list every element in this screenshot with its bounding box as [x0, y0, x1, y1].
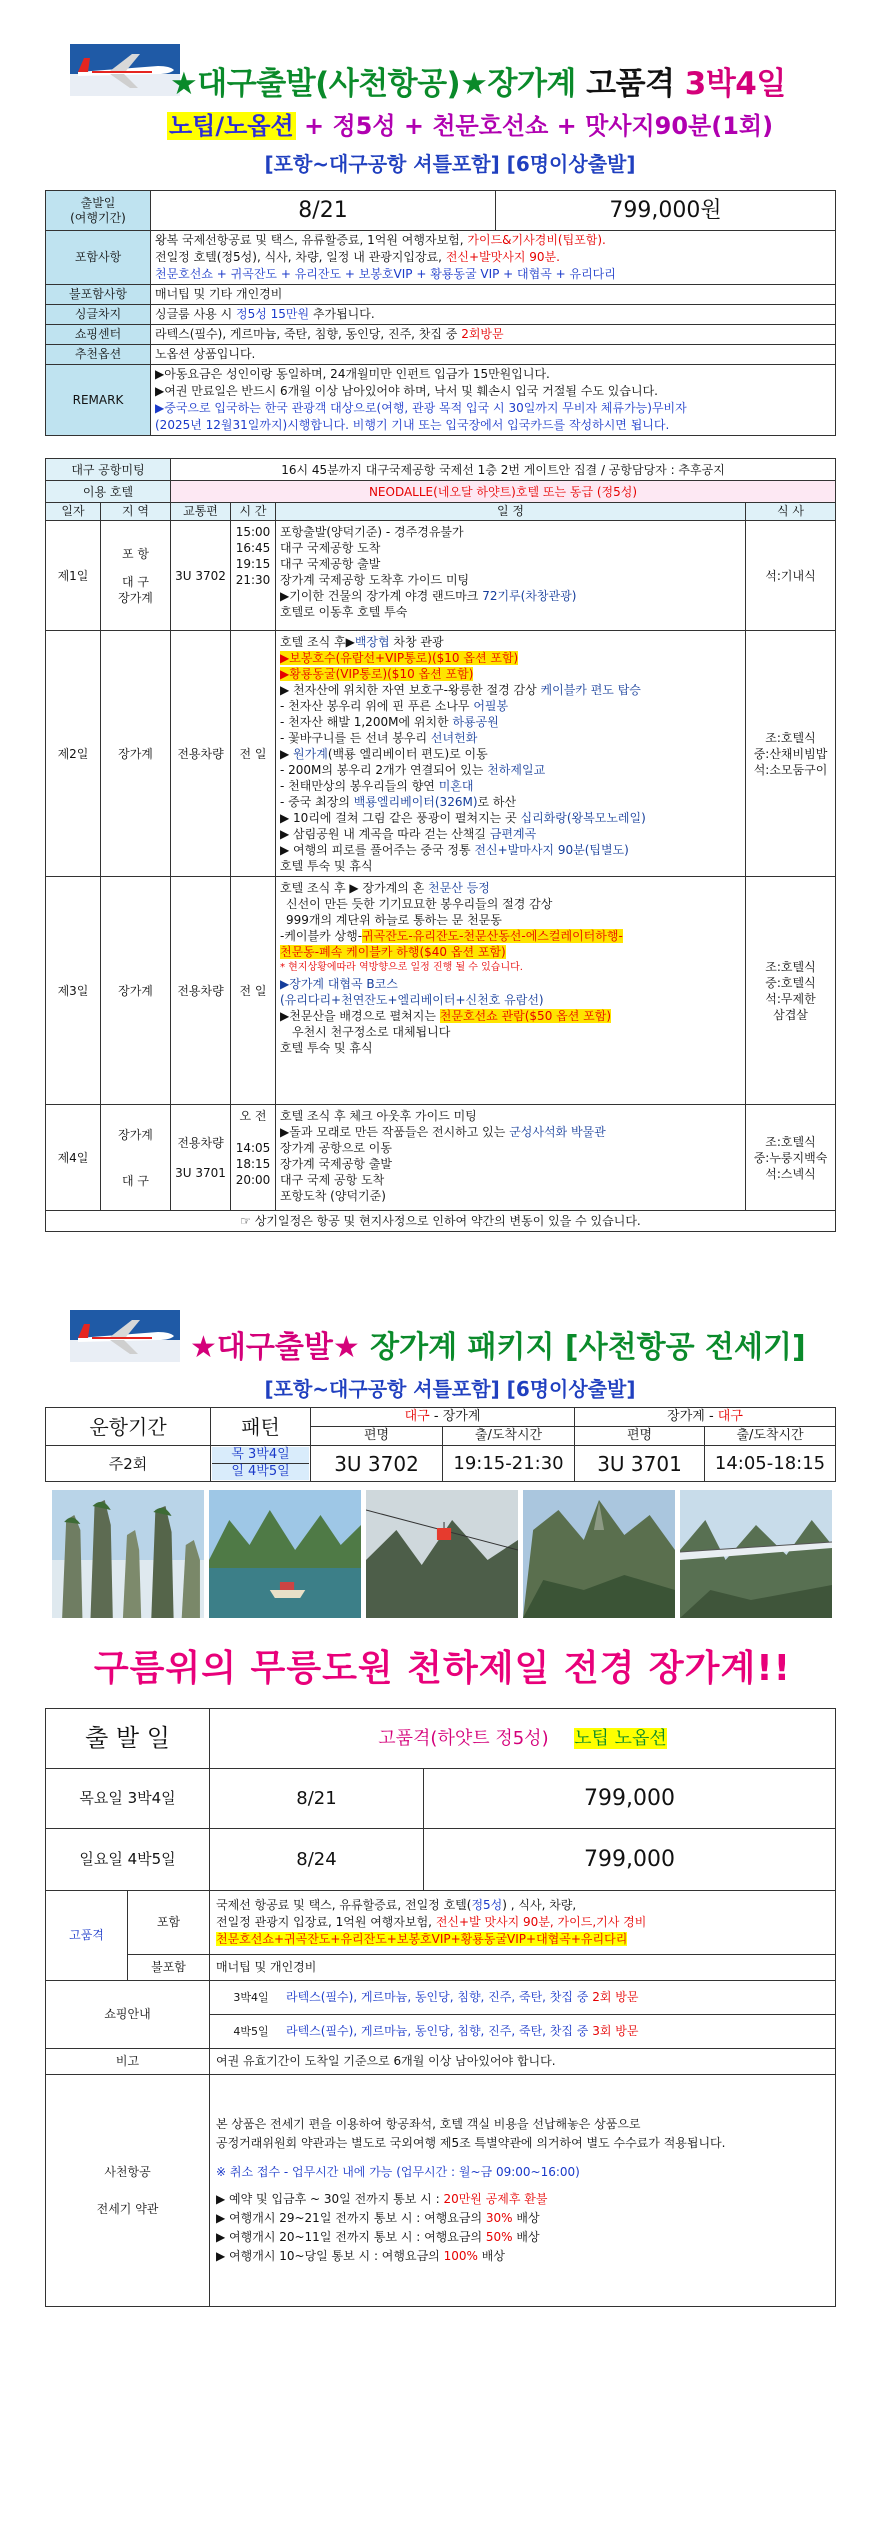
time: 21:30 — [235, 573, 271, 587]
package-title — [190, 1322, 806, 1366]
scenery-photo-strip — [52, 1490, 832, 1618]
main-subtitle — [120, 106, 820, 141]
included-line: 왕복 국제선항공료 및 택스, 유류할증료, 1억원 여행자보험, — [155, 233, 468, 247]
terms-penalty: 50% — [485, 2230, 513, 2244]
schedule-line: - 중국 최장의 — [280, 795, 354, 809]
itinerary-footnote: ☞ 상기일정은 항공 및 현지사정으로 인하여 약간의 변동이 있을 수 있습니다. — [46, 1211, 836, 1232]
schedule-line: ▶ 삼림공원 내 계곡을 따라 걷는 산책길 — [280, 827, 490, 841]
included-attractions: 천문호선쇼+귀곡잔도+유리잔도+보봉호VIP+황룡동굴VIP+대협곡+유리다리 — [216, 1932, 628, 1946]
header-day: 일자 — [46, 503, 101, 521]
single-text: 싱글룸 사용 시 — [155, 307, 236, 321]
terms-label-line: 사천항공 — [104, 2164, 151, 2179]
day2-transport: 전용차량 — [171, 631, 231, 877]
scenery-photo — [209, 1490, 361, 1618]
meal: 중:호텔식 — [765, 975, 816, 990]
shopping-4n5d — [210, 2015, 836, 2049]
lake-boat-icon — [209, 1490, 361, 1618]
day1-label: 제1일 — [46, 521, 101, 631]
shopping-list: 라텍스(필수), 게르마늄, 동인당, 침향, 진주, 죽탄, 찻집 중 — [286, 2024, 593, 2038]
premium-included-row — [46, 1891, 836, 1955]
schedule-line: ▶ 여행의 피로를 풀어주는 중국 정통 — [280, 843, 475, 857]
excluded-label: 불포함사항 — [46, 285, 151, 305]
hotel-info: NEODALLE(네오달 하얏트)호텔 또는 동급 (정5성) — [171, 481, 836, 503]
schedule-highlight: 어필봉 — [473, 699, 509, 713]
schedule-option: ▶보봉호수(유람선+VIP통로)($10 옵션 포함) — [280, 651, 519, 665]
schedule-highlight: 미혼대 — [438, 779, 474, 793]
mountain-pillars-icon — [52, 1490, 204, 1618]
scenery-photo — [680, 1490, 832, 1618]
shopping-visits: 2회방문 — [461, 327, 504, 341]
meal: 조:호텔식 — [765, 730, 816, 745]
day3-schedule — [276, 877, 746, 1105]
title-duration: 3박4일 — [684, 66, 786, 102]
cliff-mountain-icon — [523, 1490, 675, 1618]
cable-car-icon — [366, 1490, 518, 1618]
terms-line: ▶ 예약 및 입금후 ~ 30일 전까지 통보 시 : — [216, 2192, 444, 2206]
day4-row — [46, 1105, 836, 1211]
day1-row — [46, 521, 836, 631]
terms-penalty: 100% — [443, 2249, 478, 2263]
day4-times — [231, 1105, 276, 1211]
schedule-line: 신선이 만든 듯한 기기묘묘한 봉우리들의 절경 감상 — [286, 897, 553, 911]
price-row-4n5d — [46, 1829, 836, 1891]
excluded-content: 매너팁 및 개인경비 — [210, 1955, 836, 1981]
shopping-pattern-label: 4박5일 — [233, 2025, 269, 2038]
price: 799,000원 — [496, 191, 836, 231]
airline-plane-logo — [70, 1310, 180, 1362]
schedule-line: 장가계 공항으로 이동 — [280, 1141, 392, 1155]
included-content — [210, 1891, 836, 1955]
airplane-icon — [70, 44, 180, 96]
schedule-highlight: 72기루(차창관광) — [482, 589, 577, 603]
included-label: 포함사항 — [46, 231, 151, 285]
excluded-content: 매너팁 및 기타 개인경비 — [151, 285, 836, 305]
excluded-row — [46, 285, 836, 305]
terms-line: 본 상품은 전세기 편을 이용하여 항공좌석, 호텔 객실 비용을 선납해놓은 상품으로 — [216, 2117, 641, 2131]
day3-time: 전 일 — [231, 877, 276, 1105]
schedule-highlight: 원가계 — [293, 747, 328, 761]
day3-label: 제3일 — [46, 877, 101, 1105]
itinerary-header-row — [46, 503, 836, 521]
schedule-line: - 천태만상의 봉우리들의 향연 — [280, 779, 439, 793]
package-price-table — [45, 1708, 836, 2307]
route-destination: - 장가계 — [429, 1409, 481, 1424]
included-row — [46, 231, 836, 285]
departure-date: 8/21 — [151, 191, 496, 231]
day1-area — [101, 521, 171, 631]
slogan: 구름위의 무릉도원 천하제일 전경 장가계!! — [93, 1648, 792, 1689]
day3-meal — [746, 877, 836, 1105]
schedule-line: 로 하산 — [477, 795, 517, 809]
day4-meal — [746, 1105, 836, 1211]
day2-label: 제2일 — [46, 631, 101, 877]
note-label: 비고 — [46, 2049, 210, 2075]
product-info-table — [45, 190, 836, 436]
title-destination: 장가계 — [487, 66, 587, 102]
day4-schedule — [276, 1105, 746, 1211]
schedule-option: ▶황룡동굴(VIP통로)($10 옵션 포함) — [280, 667, 474, 681]
return-flight: 3U 3701 — [575, 1446, 705, 1482]
terms-line: ▶ 여행개시 10~당일 통보 시 : 여행요금의 — [216, 2249, 444, 2263]
schedule-line: ▶ 천자산에 위치한 자연 보호구-왕릉한 절경 감상 — [280, 683, 541, 697]
included-guide: 가이드&기사경비(팁포함). — [467, 233, 606, 247]
terms-line: 배상 — [512, 2230, 540, 2244]
schedule-line: 장가계 국제공항 도착후 가이드 미팅 — [280, 573, 470, 587]
schedule-line: 호텔 투숙 및 휴식 — [280, 859, 373, 873]
meeting-row — [46, 459, 836, 481]
terms-label-line: 전세기 약관 — [96, 2201, 159, 2216]
flight-label: 편명 — [311, 1427, 443, 1446]
schedule-line: 호텔로 이동후 호텔 투숙 — [280, 605, 408, 619]
price-row-value: 799,000 — [424, 1769, 836, 1829]
outbound-time: 19:15-21:30 — [443, 1446, 575, 1482]
schedule-option: 천문호선쇼 관람($50 옵션 포함) — [439, 1009, 612, 1023]
included-label: 포함 — [128, 1891, 210, 1955]
day2-row — [46, 631, 836, 877]
main-title — [170, 58, 786, 103]
terms-penalty: 30% — [485, 2211, 513, 2225]
meal: 삼겹살 — [773, 1007, 808, 1022]
meal: 석:소모둠구이 — [753, 762, 828, 777]
schedule-line: (백룡 엘리베이터 편도)로 이동 — [327, 747, 488, 761]
meal: 조:호텔식 — [765, 959, 816, 974]
schedule-line: ▶ 10리에 걸쳐 그림 같은 풍광이 펼쳐지는 곳 — [280, 811, 521, 825]
schedule-line: ▶천문산을 배경으로 펼쳐지는 — [280, 1009, 440, 1023]
hotel-row — [46, 481, 836, 503]
shopping-list: 라텍스(필수), 게르마늄, 죽탄, 침향, 동인당, 진주, 찻집 중 — [155, 327, 462, 341]
meal: 석:스넥식 — [765, 1166, 816, 1181]
header-area: 지 역 — [101, 503, 171, 521]
title-departure: 대구출발(사천항공) — [197, 66, 461, 102]
schedule-line: 호텔 조식 후▶ — [280, 635, 355, 649]
time: 15:00 — [235, 525, 271, 539]
pattern-3n4d: 목 3박4일 — [212, 1447, 309, 1464]
option-content: 노옵션 상품입니다. — [151, 345, 836, 365]
time: 20:00 — [235, 1173, 271, 1187]
meeting-label: 대구 공항미팅 — [46, 459, 171, 481]
shopping-row-3n4d — [46, 1981, 836, 2015]
schedule-line: ▶돌과 모래로 만든 작품들은 전시하고 있는 — [280, 1125, 510, 1139]
time: 18:15 — [235, 1157, 271, 1171]
subtitle-features: + 정5성 + 천문호선쇼 + 맛사지90분(1회) — [295, 112, 774, 140]
price-header-row — [46, 1709, 836, 1769]
footnote-row — [46, 1211, 836, 1232]
day4-area — [101, 1105, 171, 1211]
terms-line: 배상 — [512, 2211, 540, 2225]
single-text: 추가됩니다. — [309, 307, 375, 321]
shopping-list: 라텍스(필수), 게르마늄, 동인당, 침향, 진주, 죽탄, 찻집 중 — [286, 1990, 593, 2004]
shopping-3n4d — [210, 1981, 836, 2015]
day1-area-daegu: 대 구 — [122, 574, 149, 589]
included-line: 국제선 항공료 및 택스, 유류할증료, 전일정 호텔( — [216, 1898, 472, 1912]
day1-transport: 3U 3702 — [171, 521, 231, 631]
premium-excluded-row — [46, 1955, 836, 1981]
title-star: ★ — [460, 66, 488, 102]
flight-header-row — [46, 1408, 836, 1427]
flight-number: 3U 3701 — [175, 1165, 226, 1180]
day4-transport — [171, 1105, 231, 1211]
schedule-highlight: 백룡엘리베이터(326M) — [353, 795, 478, 809]
terms-line: ▶ 여행개시 29~21일 전까지 통보 시 : 여행요금의 — [216, 2211, 486, 2225]
outbound-flight: 3U 3702 — [311, 1446, 443, 1482]
grade-premium: 고품격(하얏트 정5성) — [378, 1728, 549, 1749]
time: 14:05 — [235, 1141, 271, 1155]
pattern-label: 패턴 — [211, 1408, 311, 1446]
day3-transport: 전용차량 — [171, 877, 231, 1105]
note-row — [46, 2049, 836, 2075]
schedule-line: 포항도착 (양덕기준) — [280, 1189, 386, 1203]
schedule-highlight: 하룡공원 — [452, 715, 499, 729]
header-schedule: 일 정 — [276, 503, 746, 521]
header-transport: 교통편 — [171, 503, 231, 521]
schedule-line: 999개의 계단위 하늘로 통하는 문 천문동 — [286, 913, 502, 927]
schedule-highlight: 천문산 등정 — [428, 881, 490, 895]
day2-schedule — [276, 631, 746, 877]
date-row — [46, 191, 836, 231]
remark-label: REMARK — [46, 365, 151, 436]
schedule-note: * 현지상황에따라 역방향으로 일정 진행 될 수 있습니다. — [280, 962, 523, 973]
remark-line: ▶아동요금은 성인이랑 동일하며, 24개월미만 인펀트 입금가 15만원입니다. — [155, 367, 550, 381]
shopping-visits: 2회 방문 — [592, 1990, 639, 2004]
schedule-line: 장가계 국제공항 출발 — [280, 1157, 392, 1171]
terms-line: 공정거래위원회 약관과는 별도로 국외여행 제5조 특별약관에 의거하여 별도 수수료가 적용됩니다. — [216, 2136, 726, 2150]
note-content: 여권 유효기간이 도착일 기준으로 6개월 이상 남아있어야 합니다. — [210, 2049, 836, 2075]
terms-content — [210, 2075, 836, 2307]
day1-area-zhangjiajie: 장가계 — [118, 590, 153, 605]
single-label: 싱글차지 — [46, 305, 151, 325]
price-row-label: 목요일 3박4일 — [46, 1769, 210, 1829]
date-label: 출발일 (여행기간) — [46, 191, 151, 231]
day2-time: 전 일 — [231, 631, 276, 877]
airplane-icon — [70, 1310, 180, 1362]
header-time: 시 간 — [231, 503, 276, 521]
time: 16:45 — [235, 541, 271, 555]
grade-no-tip: 노팁 노옵션 — [574, 1728, 667, 1749]
schedule-highlight: 금편계곡 — [489, 827, 537, 841]
time-label: 출/도착시간 — [443, 1427, 575, 1446]
terms-penalty: 20만원 공제후 환불 — [443, 2192, 548, 2206]
terms-row — [46, 2075, 836, 2307]
schedule-line: 호텔 조식 후 ▶ 장가계의 혼 — [280, 881, 429, 895]
included-massage: 전신+발맛사지 90분. — [445, 250, 560, 264]
meal: 조:호텔식 — [765, 1134, 816, 1149]
meal: 중:누룽지백숙 — [753, 1150, 828, 1165]
hotel-label: 이용 호텔 — [46, 481, 171, 503]
schedule-line: - 천자산 봉우리 위에 핀 푸른 소나무 — [280, 699, 474, 713]
shopping-content — [151, 325, 836, 345]
schedule-line: ▶ — [280, 747, 294, 761]
itinerary-table — [45, 458, 836, 1232]
day1-area-pohang: 포 항 — [122, 546, 149, 561]
transport: 전용차량 — [177, 1135, 224, 1150]
schedule-line: 호텔 투숙 및 휴식 — [280, 1041, 373, 1055]
package-subtitle: [포항~대구공항 셔틀포함] [6명이상출발] — [264, 1377, 636, 1401]
flight-label: 편명 — [575, 1427, 705, 1446]
return-time: 14:05-18:15 — [705, 1446, 836, 1482]
schedule-highlight: 백장협 — [354, 635, 390, 649]
shopping-pattern-label: 3박4일 — [233, 1991, 269, 2004]
time-label: 출/도착시간 — [705, 1427, 836, 1446]
shopping-visits: 3회 방문 — [592, 2024, 639, 2038]
schedule-line: 포항출발(양덕기준) - 경주경유불가 — [280, 525, 464, 539]
remark-line: ▶중국으로 입국하는 한국 관광객 대상으로(여행, 관광 목적 입국 시 30일까지 무비자 체류가능)무비자 — [155, 401, 687, 415]
shopping-row — [46, 325, 836, 345]
day4-label: 제4일 — [46, 1105, 101, 1211]
terms-cancel-note: ※ 취소 접수 - 업무시간 내에 가능 (업무시간 : 월~금 09:00~16:00) — [216, 2165, 580, 2179]
schedule-highlight: 군성사석화 박물관 — [509, 1125, 606, 1139]
schedule-line: - 천자산 해발 1,200M에 위치한 — [280, 715, 453, 729]
option-row — [46, 345, 836, 365]
scenery-photo — [52, 1490, 204, 1618]
price-row-label: 일요일 4박5일 — [46, 1829, 210, 1891]
period-value: 주2회 — [46, 1446, 211, 1482]
included-grade: 정5성 — [471, 1898, 503, 1912]
day3-row — [46, 877, 836, 1105]
day2-area: 장가계 — [101, 631, 171, 877]
schedule-line: 우천시 천구정소로 대체됩니다 — [292, 1025, 451, 1039]
day1-times — [231, 521, 276, 631]
option-label: 추천옵션 — [46, 345, 151, 365]
return-route — [575, 1408, 836, 1427]
shuttle-subtitle: [포항~대구공항 셔틀포함] [6명이상출발] — [264, 152, 636, 176]
included-line: ) , 식사, 차량, — [502, 1898, 577, 1912]
title-grade: 고품격 — [586, 66, 685, 102]
day1-schedule — [276, 521, 746, 631]
title-star: ★ — [170, 66, 198, 102]
departure-date-label: 출 발 일 — [46, 1709, 210, 1769]
schedule-line: 대구 국제공항 출발 — [280, 557, 381, 571]
package-title-departure: ★대구출발★ — [190, 1330, 371, 1365]
terms-label — [46, 2075, 210, 2307]
price-row-value: 799,000 — [424, 1829, 836, 1891]
schedule-highlight: 케이블카 편도 탑승 — [540, 683, 641, 697]
remark-row — [46, 365, 836, 436]
price-row-date: 8/21 — [210, 1769, 424, 1829]
day2-meal — [746, 631, 836, 877]
scenery-photo — [523, 1490, 675, 1618]
included-line: 전일정 관광지 입장료, 1억원 여행자보험, — [216, 1915, 436, 1929]
remark-line: ▶여권 만료일은 반드시 6개월 이상 남아있어야 하며, 낙서 및 훼손시 입국 거절될 수도 있습니다. — [155, 384, 658, 398]
excluded-label: 불포함 — [128, 1955, 210, 1981]
outbound-route — [311, 1408, 575, 1427]
glass-bridge-icon — [680, 1490, 832, 1618]
premium-label: 고품격 — [46, 1891, 128, 1981]
included-content — [151, 231, 836, 285]
schedule-line: 대구 국제공항 도착 — [280, 541, 381, 555]
price-row-date: 8/24 — [210, 1829, 424, 1891]
schedule-line: - 꽃바구니를 든 선녀 봉우리 — [280, 731, 431, 745]
shopping-label: 쇼핑센터 — [46, 325, 151, 345]
route-destination: 대구 — [717, 1409, 743, 1424]
period-label: 운항기간 — [46, 1408, 211, 1446]
remark-content — [151, 365, 836, 436]
schedule-highlight: 선녀헌화 — [430, 731, 478, 745]
schedule-line: ▶기이한 건물의 장가계 야경 랜드마크 — [280, 589, 483, 603]
airline-plane-logo — [70, 44, 180, 96]
grade-header — [210, 1709, 836, 1769]
schedule-highlight: 전신+발마사지 90분(팁별도) — [474, 843, 629, 857]
meal: 석:무제한 — [765, 991, 816, 1006]
schedule-line: 호텔 조식 후 체크 아웃후 가이드 미팅 — [280, 1109, 477, 1123]
single-row — [46, 305, 836, 325]
schedule-line: -케이블카 상행- — [280, 929, 363, 943]
schedule-highlight: 천하제일교 — [487, 763, 546, 777]
included-massage: 전신+발 맛사지 90분, 가이드,기사 경비 — [435, 1915, 647, 1929]
scenery-photo — [366, 1490, 518, 1618]
meeting-info: 16시 45분까지 대구국제공항 국제선 1층 2번 게이트안 집결 / 공항담당자 : 추후공지 — [171, 459, 836, 481]
pattern-values — [211, 1446, 311, 1482]
meal: 중:산채비빔밥 — [753, 746, 828, 761]
schedule-highlight: ▶장가계 대협곡 B코스 — [280, 977, 398, 991]
single-content — [151, 305, 836, 325]
package-title-name: 장가계 패키지 [사천항공 전세기] — [370, 1330, 806, 1365]
schedule-line: - 200M의 봉우리 2개가 연결되어 있는 — [280, 763, 488, 777]
pattern-4n5d: 일 4박5일 — [212, 1464, 309, 1480]
day4-area-daegu: 대 구 — [122, 1173, 149, 1188]
schedule-highlight: 십리화랑(왕복모노레일) — [520, 811, 646, 825]
time: 19:15 — [235, 557, 271, 571]
day4-area-zhangjiajie: 장가계 — [118, 1127, 153, 1142]
included-line: 전일정 호텔(정5성), 식사, 차량, 일정 내 관광지입장료, — [155, 250, 446, 264]
schedule-highlight: (유리다리+천연잔도+엘리베이터+신천호 유람선) — [280, 993, 544, 1007]
flight-schedule-table — [45, 1407, 836, 1482]
route-origin: 장가계 - — [667, 1409, 718, 1424]
flight-data-row — [46, 1446, 836, 1482]
schedule-line: 차창 관광 — [389, 635, 444, 649]
terms-line: ▶ 여행개시 20~11일 전까지 통보 시 : 여행요금의 — [216, 2230, 486, 2244]
remark-line: (2025년 12월31일까지)시행합니다. 비행기 기내 또는 입국장에서 입국카드를 작성하시면 됩니다. — [155, 418, 670, 432]
included-attractions: 천문호선쇼 + 귀곡잔도 + 유리잔도 + 보봉호VIP + 황룡동굴 VIP + 대협곡 + 유리다리 — [155, 267, 616, 281]
day1-meal: 석:기내식 — [746, 521, 836, 631]
price-row-3n4d — [46, 1769, 836, 1829]
subtitle-no-tip: 노팁/노옵션 — [168, 112, 294, 140]
schedule-line: 대구 국제 공항 도착 — [280, 1173, 385, 1187]
day3-area: 장가계 — [101, 877, 171, 1105]
route-origin: 대구 — [404, 1409, 430, 1424]
schedule-option: 귀곡잔도-유리잔도-천문산동선-에스컬레이터하행- — [362, 929, 623, 943]
single-charge: 정5성 15만원 — [236, 307, 310, 321]
schedule-option: 천문동-폐속 케이블카 하행($40 옵션 포함) — [280, 945, 506, 959]
header-meal: 식 사 — [746, 503, 836, 521]
shopping-label: 쇼핑안내 — [46, 1981, 210, 2049]
time: 오 전 — [239, 1109, 267, 1123]
terms-line: 배상 — [477, 2249, 505, 2263]
